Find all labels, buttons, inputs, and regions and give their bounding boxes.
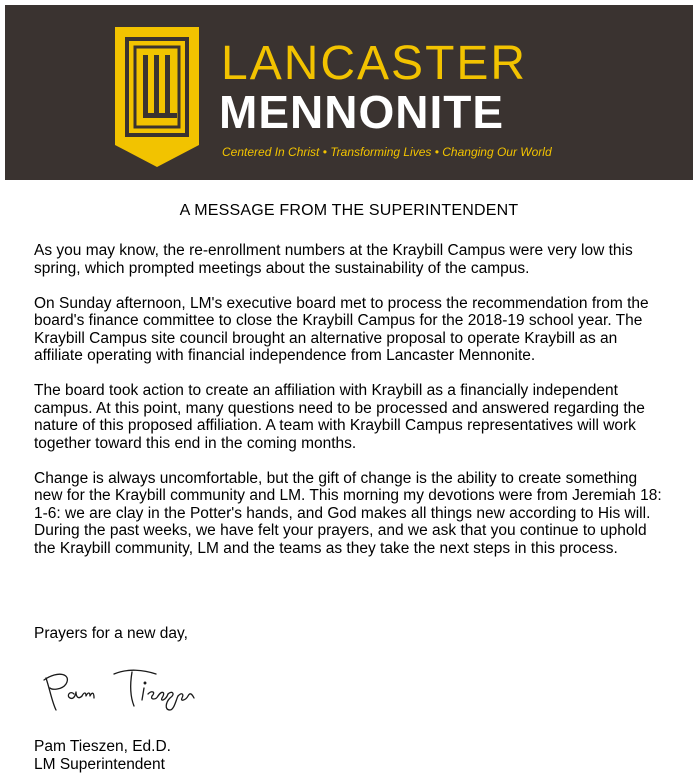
message-paragraph: As you may know, the re-enrollment numbers at the Kraybill Campus were very low this spring, which prompted meetings about the sustainability of the campus. — [34, 242, 633, 277]
message-paragraph: Change is always uncomfortable, but the gift of change is the ability to create something new for the Kraybill community and LM. This morning my devotions were from Jeremiah 18: 1-6: we are clay in the Potter's hands, and God makes all things new according to His will. During the past weeks, we have felt your prayers, and we ask that you continue to uphold the Kraybill community, LM and the teams as they take the next steps in this process. — [34, 469, 662, 557]
message-paragraph: On Sunday afternoon, LM's executive board met to process the recommendation from the board's finance committee to close the Kraybill Campus for the 2018-19 school year. The Kraybill Campus site council brought an alternative proposal to operate Kraybill as an affiliate operating with financial independence from Lancaster Mennonite. — [34, 294, 649, 364]
brand-tagline: Centered In Christ • Transforming Lives • Changing Our World — [222, 145, 552, 159]
brand-name-mennonite: MENNONITE — [219, 86, 504, 138]
signer-name: Pam Tieszen, Ed.D. — [34, 738, 171, 755]
handwritten-signature — [36, 660, 236, 716]
message-paragraph: The board took action to create an affiliation with Kraybill as a financially independent campus. At this point, many questions need to be processed and answered regarding the nature of this proposed affiliation. A team with Kraybill Campus representatives will work together toward this end in the coming months. — [34, 382, 645, 452]
message-body — [34, 242, 664, 575]
brand-name-lancaster: LANCASTER — [221, 37, 528, 90]
signer-role: LM Superintendent — [34, 756, 165, 773]
closing-line: Prayers for a new day, — [34, 625, 188, 642]
message-title: A MESSAGE FROM THE SUPERINTENDENT — [179, 202, 519, 219]
header-banner — [5, 5, 693, 180]
lm-shield-logo-icon — [113, 25, 201, 169]
